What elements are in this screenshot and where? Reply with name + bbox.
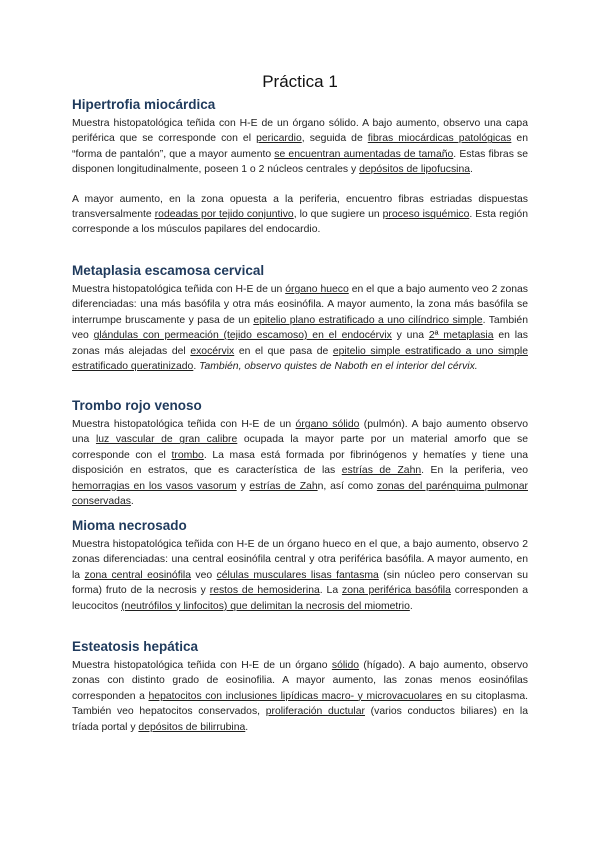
section-paragraph xyxy=(72,116,528,178)
italic-note: También, observo quistes de Naboth en el interior del cérvix. xyxy=(199,361,478,373)
section-mioma xyxy=(72,517,528,614)
underlined-term: epitelio simple estratificado a uno simple estratificado queratinizado xyxy=(72,345,528,373)
underlined-term: estrías de Zahn xyxy=(341,465,422,477)
text-run: . Esta región corresponde a los músculos papilares del endocardio. xyxy=(72,209,528,236)
text-run: Muestra histopatológica teñida con H-E de un xyxy=(72,419,296,430)
text-run: Muestra histopatológica teñida con H-E de un órgano sólido. A bajo aumento, observo una capa periférica que se corresponde con el xyxy=(72,118,528,145)
underlined-term: sólido xyxy=(331,660,360,671)
text-run: Muestra histopatológica teñida con H-E de un órgano xyxy=(72,660,332,671)
text-run: ocupada la mayor parte por un material amorfo que se corresponde con el xyxy=(72,434,528,461)
section-metaplasia xyxy=(72,262,528,374)
section-paragraph xyxy=(72,658,528,735)
text-run: A mayor aumento, en la zona opuesta a la periferia, encuentro fibras estriadas dispuestas transversalmente xyxy=(72,193,528,221)
underlined-term: zona periférica basófila xyxy=(342,585,451,597)
text-run: en su citoplasma. También veo hepatocitos conservados, xyxy=(72,690,528,718)
section-paragraph xyxy=(72,417,528,509)
text-run: en el que a bajo aumento veo 2 zonas diferenciadas: una más basófila y otra más eosinófila. A mayor aumento, la zona más basófila se interrumpe bruscamente y pasa de un xyxy=(72,284,528,326)
section-heading: Hipertrofia miocárdica xyxy=(72,97,216,112)
text-run: . La masa está formada por fibrinógenos y hematíes y tiene una disposición en estratos, que es característica de las xyxy=(72,449,528,477)
underlined-term: se encuentran aumentadas de tamaño xyxy=(274,148,454,160)
underlined-term: hemorragias en los vasos vasorum xyxy=(72,480,237,492)
text-run: . xyxy=(409,600,413,612)
underlined-term: órgano sólido xyxy=(295,419,360,430)
underlined-term: células musculares lisas fantasma xyxy=(216,569,379,581)
underlined-term: hepatocitos con inclusiones lipídicas macro- y microvacuolares xyxy=(148,690,443,702)
section-heading: Mioma necrosado xyxy=(72,518,187,533)
underlined-term: depósitos de bilirrubina xyxy=(138,721,246,733)
text-run: veo xyxy=(190,569,217,581)
section-paragraph xyxy=(72,192,528,238)
underlined-term: trombo xyxy=(171,449,204,461)
underlined-term: (neutrófilos y linfocitos) que delimitan la necrosis del miometrio xyxy=(121,600,410,612)
text-run: y una xyxy=(391,330,429,342)
text-run: . La xyxy=(319,585,343,597)
underlined-term: pericardio xyxy=(256,133,302,145)
underlined-term: 2ª metaplasia xyxy=(428,330,494,342)
section-heading: Trombo rojo venoso xyxy=(72,398,202,413)
text-run: y xyxy=(236,480,250,492)
text-run: en las zonas más alejadas del xyxy=(72,330,529,357)
underlined-term: proceso isquémico xyxy=(382,209,470,221)
section-paragraph xyxy=(72,282,528,374)
text-run: , seguida de xyxy=(301,133,368,145)
section-heading: Metaplasia escamosa cervical xyxy=(72,263,265,278)
underlined-term: órgano hueco xyxy=(285,284,349,295)
section-paragraph xyxy=(72,537,528,614)
text-run: . xyxy=(470,164,473,176)
text-run: (hígado). A bajo aumento, observo zonas con distinto grado de eosinofilia. A mayor aumento, las zonas menos eosinófilas corresponden a xyxy=(72,660,528,702)
underlined-term: exocérvix xyxy=(190,345,235,357)
text-run: en “forma de pantalón”, que a mayor aumento xyxy=(72,133,528,160)
text-run: . xyxy=(130,496,134,508)
section-esteatosis xyxy=(72,638,528,735)
page-title: Práctica 1 xyxy=(262,72,338,91)
text-run: corresponden a leucocitos xyxy=(72,585,529,612)
underlined-term: restos de hemosiderina xyxy=(209,585,320,597)
underlined-term: luz vascular de gran calibre xyxy=(95,434,238,446)
underlined-term: zona central eosinófila xyxy=(84,569,191,581)
underlined-term: zonas del parénquima pulmonar conservadas xyxy=(72,480,528,508)
text-run: n, así como xyxy=(317,480,377,492)
text-run: . En la periferia, veo xyxy=(421,465,528,477)
section-heading: Esteatosis hepática xyxy=(72,639,199,654)
section-hipertrofia xyxy=(72,96,528,238)
underlined-term: glándulas con permeación (tejido escamoso) en el endocérvix xyxy=(93,330,392,342)
text-run: . También veo xyxy=(72,314,528,342)
section-trombo xyxy=(72,397,528,509)
text-run: (sin núcleo pero conservan su forma) fruto de la necrosis y xyxy=(72,569,528,597)
underlined-term: rodeadas por tejido conjuntivo xyxy=(154,209,294,221)
underlined-term: fibras miocárdicas patológicas xyxy=(367,133,512,145)
text-run: . Estas fibras se disponen longitudinalmente, poseen 1 o 2 núcleos centrales y xyxy=(72,148,529,176)
underlined-term: estrías de Zah xyxy=(249,480,318,492)
underlined-term: depósitos de lipofucsina xyxy=(359,164,471,176)
text-run: . xyxy=(193,361,200,373)
text-run: (pulmón). A bajo aumento observo una xyxy=(72,419,529,446)
text-run: Muestra histopatológica teñida con H-E de un órgano hueco en el que, a bajo aumento, observo 2 zonas diferenciadas: una central eosinófila central y otra periférica basófila. A mayor aumento, en la xyxy=(72,539,528,581)
text-run: (varios conductos biliares) en la tríada portal y xyxy=(72,706,528,733)
text-run: en el que pasa de xyxy=(234,345,333,357)
underlined-term: epitelio plano estratificado a uno cilíndrico simple xyxy=(253,314,483,326)
underlined-term: proliferación ductular xyxy=(265,706,365,718)
text-run: Muestra histopatológica teñida con H-E de un xyxy=(72,284,286,295)
text-run: . xyxy=(245,721,249,733)
text-run: , lo que sugiere un xyxy=(293,209,383,221)
